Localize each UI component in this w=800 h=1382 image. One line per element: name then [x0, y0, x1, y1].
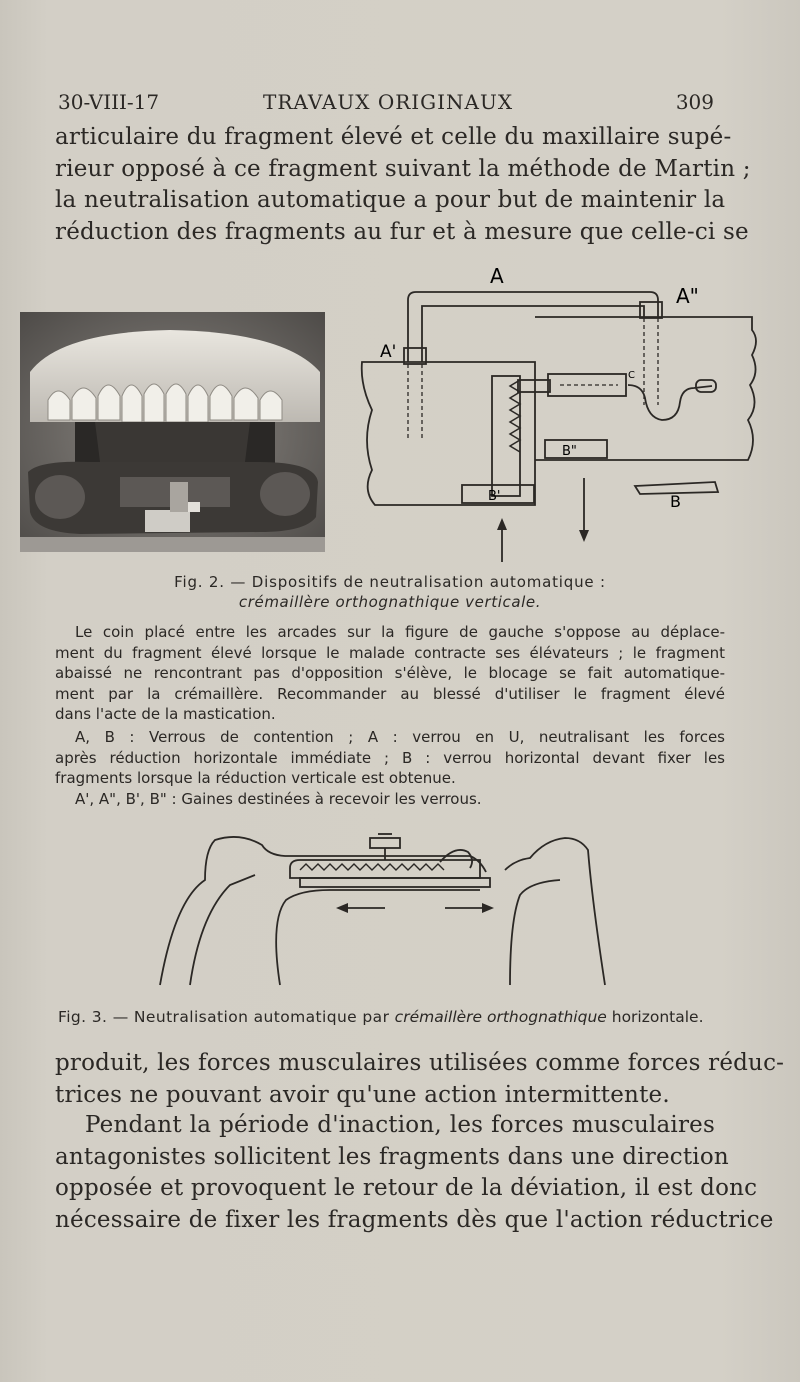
page-number: 309: [675, 90, 714, 114]
text-line: trices ne pouvant avoir qu'une action intermittente.: [55, 1081, 670, 1108]
text-line: réduction des fragments au fur et à mesure que celle-ci se: [55, 218, 749, 245]
text-line: ment du fragment élevé lorsque le malade contracte ses élévateurs ; le fragment: [55, 643, 725, 662]
label-A: A: [490, 264, 504, 288]
header-title: TRAVAUX ORIGINAUX: [263, 90, 514, 114]
vertical-rack-diagram: [355, 262, 765, 562]
text-line: après réduction horizontale immédiate ; B : verrou horizontal devant fixer les: [55, 748, 725, 767]
label-C: C: [628, 370, 635, 381]
text-line: A', A", B', B" : Gaines destinées à recevoir les verrous.: [75, 789, 482, 808]
body-paragraph-continued: [55, 1048, 785, 1111]
text-line: abaissé ne rencontrant pas d'opposition s'élève, le blocage se fait automatique-: [55, 664, 725, 682]
text-line: Pendant la période d'inaction, les forces musculaires: [85, 1112, 715, 1138]
label-B-prime: B': [488, 489, 501, 504]
body-paragraph-top: [55, 122, 751, 248]
label-A-double-prime: A": [676, 284, 699, 308]
label-A-prime: A': [380, 342, 397, 362]
figure2-legend: [55, 727, 725, 809]
text-line: opposée et provoquent le retour de la déviation, il est donc: [55, 1175, 758, 1201]
label-B: B: [670, 492, 681, 511]
header-date: 30-VIII-17: [58, 90, 160, 114]
text-line: Le coin placé entre les arcades sur la figure de gauche s'oppose au déplace-: [75, 623, 725, 641]
figure3-caption-italic: crémaillère orthognathique: [394, 1008, 607, 1026]
body-paragraph-bottom: [55, 1110, 774, 1236]
dental-cast-image: [20, 312, 325, 552]
label-B-double-prime: B": [562, 444, 577, 459]
text-line: antagonistes sollicitent les fragments dans une direction: [55, 1143, 729, 1170]
figure3-caption-suffix: horizontale.: [606, 1008, 704, 1026]
text-line: la neutralisation automatique a pour but de maintenir la: [55, 187, 726, 213]
figure2-caption: [55, 572, 725, 612]
text-line: produit, les forces musculaires utilisées comme forces réduc-: [55, 1050, 785, 1076]
text-line: nécessaire de fixer les fragments dès que l'action réductrice: [55, 1206, 774, 1233]
text-line: A, B : Verrous de contention ; A : verrou en U, neutralisant les forces: [75, 728, 725, 746]
text-line: ment par la crémaillère. Recommander au blessé d'utiliser le fragment élevé: [55, 684, 725, 703]
figure2-caption-line1: Fig. 2. — Dispositifs de neutralisation automatique :: [174, 573, 606, 591]
figure3-caption-prefix: Fig. 3. — Neutralisation automatique par: [58, 1008, 395, 1026]
text-line: dans l'acte de la mastication.: [55, 705, 276, 723]
dental-cast-photo: [20, 312, 325, 552]
horizontal-rack-diagram: [155, 825, 615, 990]
text-line: articulaire du fragment élevé et celle du maxillaire supé-: [55, 124, 732, 150]
text-line: rieur opposé à ce fragment suivant la méthode de Martin ;: [55, 155, 751, 182]
running-header: [58, 90, 714, 120]
figure3-caption: [58, 1007, 728, 1027]
figure2-description: [55, 622, 725, 725]
text-line: fragments lorsque la réduction verticale est obtenue.: [55, 769, 456, 787]
figure2-caption-line2: crémaillère orthognathique verticale.: [238, 593, 542, 611]
